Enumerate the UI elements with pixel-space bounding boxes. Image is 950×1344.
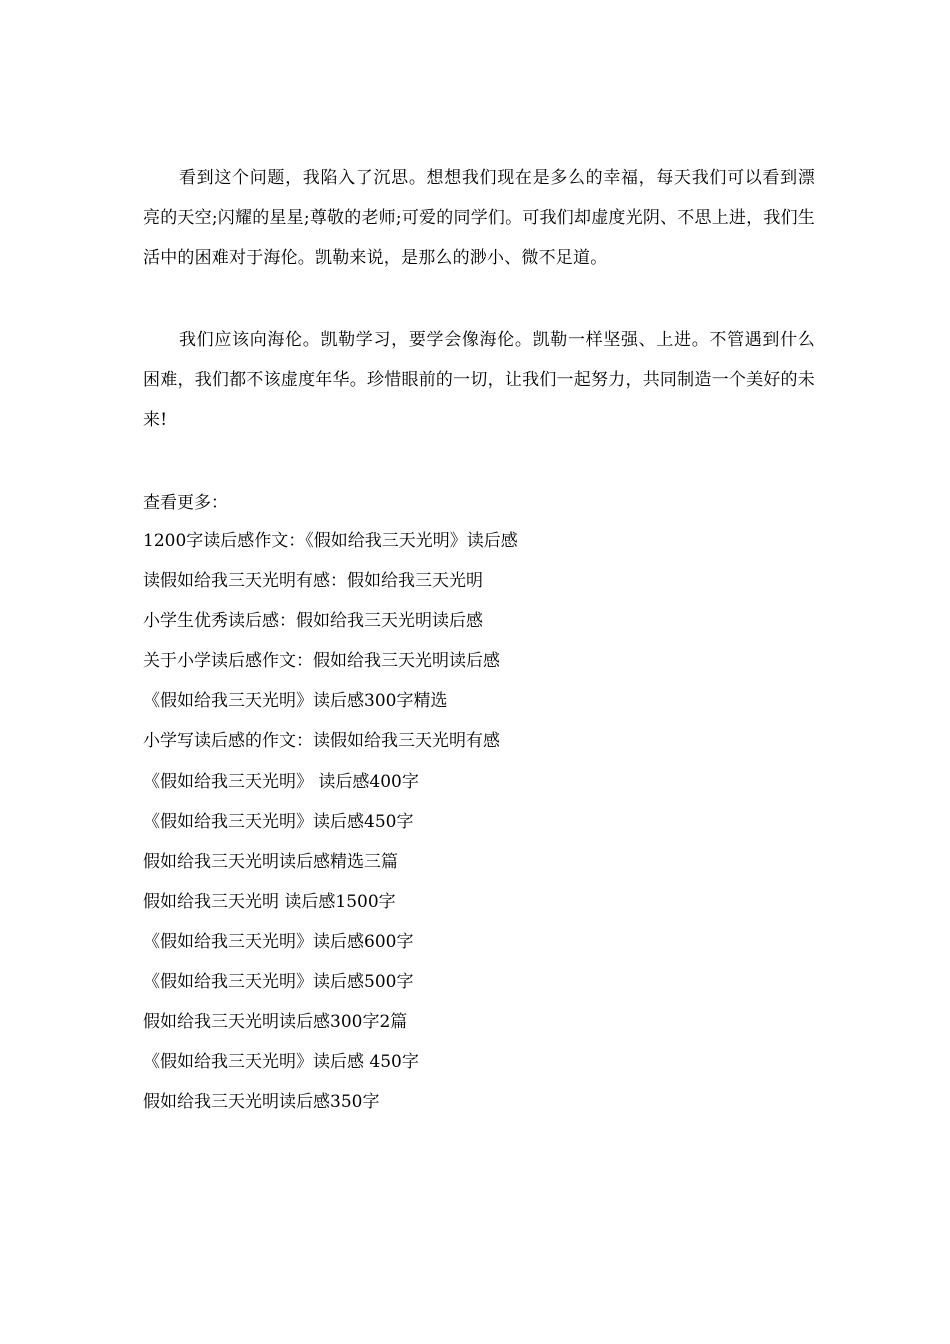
related-link[interactable]: 小学生优秀读后感：假如给我三天光明读后感 [143, 611, 483, 632]
list-item [143, 887, 518, 927]
related-link[interactable]: 《假如给我三天光明》读后感450字 [143, 811, 414, 832]
list-item [143, 847, 518, 887]
list-item [143, 1047, 518, 1087]
list-item [143, 767, 518, 807]
list-item [143, 686, 518, 726]
related-link[interactable]: 假如给我三天光明 读后感1500字 [143, 891, 396, 912]
related-link[interactable]: 《假如给我三天光明》读后感500字 [143, 972, 414, 993]
related-link[interactable]: 假如给我三天光明读后感350字 [143, 1092, 380, 1113]
list-item [143, 927, 518, 967]
body-paragraph-2: 我们应该向海伦。凯勒学习，要学会像海伦。凯勒一样坚强、上进。不管遇到什么困难，我们都不该虚度年华。珍惜眼前的一切，让我们一起努力，共同制造一个美好的未来! [143, 330, 815, 430]
list-item [143, 967, 518, 1007]
list-item [143, 606, 518, 646]
list-item [143, 566, 518, 606]
related-link[interactable]: 小学写读后感的作文：读假如给我三天光明有感 [143, 731, 500, 752]
list-item [143, 726, 518, 766]
see-more-heading: 查看更多： [143, 493, 228, 513]
list-item [143, 646, 518, 686]
related-link[interactable]: 《假如给我三天光明》 读后感400字 [143, 771, 419, 792]
related-link[interactable]: 《假如给我三天光明》读后感300字精选 [143, 691, 448, 712]
related-link[interactable]: 《假如给我三天光明》读后感 450字 [143, 1052, 419, 1073]
list-item [143, 1007, 518, 1047]
related-link[interactable]: 《假如给我三天光明》读后感600字 [143, 931, 414, 952]
related-link[interactable]: 1200字读后感作文：《假如给我三天光明》读后感 [143, 531, 518, 551]
related-link[interactable]: 假如给我三天光明读后感300字2篇 [143, 1012, 408, 1033]
related-link[interactable]: 假如给我三天光明读后感精选三篇 [143, 851, 398, 872]
list-item [143, 807, 518, 847]
list-item [143, 526, 518, 566]
related-link[interactable]: 关于小学读后感作文：假如给我三天光明读后感 [143, 651, 500, 672]
body-paragraph-1: 看到这个问题，我陷入了沉思。想想我们现在是多么的幸福，每天我们可以看到漂亮的天空;闪耀的星星;尊敬的老师;可爱的同学们。可我们却虚度光阴、不思上进，我们生活中的困难对于海伦。凯勒来说，是那么的渺小、微不足道。 [143, 168, 815, 268]
list-item [143, 1087, 518, 1127]
related-link[interactable]: 读假如给我三天光明有感：假如给我三天光明 [143, 571, 483, 592]
related-links-list [143, 526, 518, 1127]
